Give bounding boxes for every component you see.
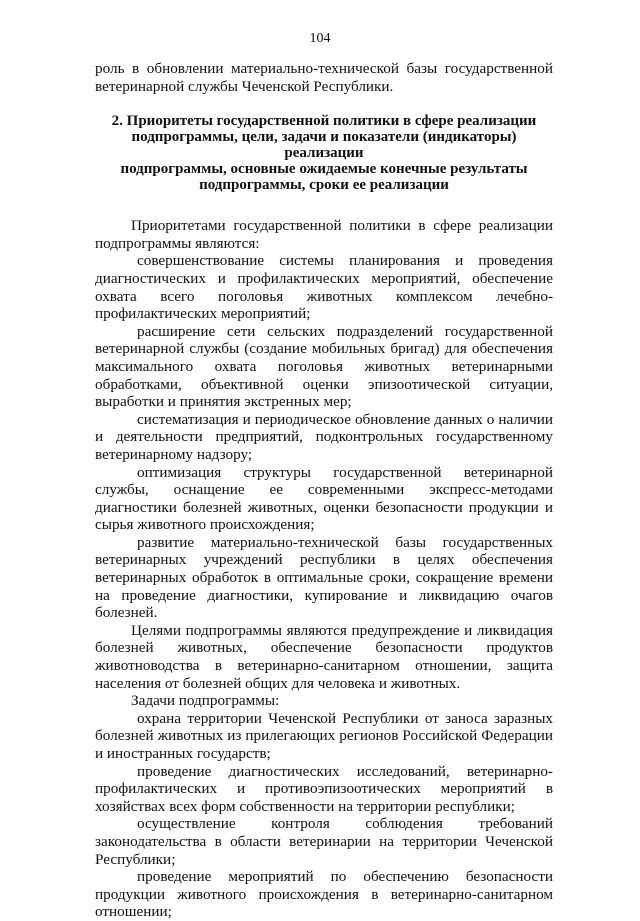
task-item: проведение диагностических исследований, ветеринарно-профилактических и противоэпизоотических мероприятий в хозяйствах всех форм собственности на территории республики; <box>95 762 553 815</box>
goals-paragraph: Целями подпрограммы являются предупреждение и ликвидация болезней животных, обеспечение безопасности продуктов животноводства в ветеринарно-санитарном отношении, защита населения от болезней общих для человека и животных. <box>95 621 553 692</box>
section-heading-line: 2. Приоритеты государственной политики в сфере реализации <box>111 113 537 130</box>
page-number: 104 <box>309 31 331 46</box>
priority-item: развитие материально-технической базы государственных ветеринарных учреждений республики в целях обеспечения ветеринарных обработок в оптимальные сроки, сокращение времени на проведение диагностики, купирование и ликвидацию очагов болезней. <box>95 533 553 622</box>
task-item: проведение мероприятий по обеспечению безопасности продукции животного происхождения в ветеринарно-санитарном отношении; <box>95 868 553 921</box>
section-heading-line: подпрограммы, основные ожидаемые конечные результаты <box>120 161 528 178</box>
tasks-intro: Задачи подпрограммы: <box>131 692 280 710</box>
priority-item: расширение сети сельских подразделений государственной ветеринарной службы (создание мобильных бригад) для обеспечения максимального охвата поголовья животных ветеринарными обработками, объективной оценки эпизоотической ситуации, выработки и принятия экстренных мер; <box>95 322 553 411</box>
priority-item: совершенствование системы планирования и проведения диагностических и профилактических мероприятий, обеспечение охвата всего поголовья животных комплексом лечебно-профилактических мероприятий; <box>95 252 553 323</box>
section-heading-line: подпрограммы, сроки ее реализации <box>199 177 449 194</box>
priority-item: систематизация и периодическое обновление данных о наличии и деятельности предприятий, подконтрольных государственному ветеринарному надзору; <box>95 410 553 463</box>
priorities-intro: Приоритетами государственной политики в сфере реализации подпрограммы являются: <box>95 217 553 252</box>
task-item: охрана территории Чеченской Республики от заноса заразных болезней животных из прилегающих регионов Российской Федерации и иностранных государств; <box>95 709 553 762</box>
section-heading-line: подпрограммы, цели, задачи и показатели (индикаторы) реализации <box>131 129 517 162</box>
task-item: осуществление контроля соблюдения требований законодательства в области ветеринарии на территории Чеченской Республики; <box>95 815 553 868</box>
priority-item: оптимизация структуры государственной ветеринарной службы, оснащение ее современными экспресс-методами диагностики болезней животных, оценки безопасности продукции и сырья животного происхождения; <box>95 463 553 534</box>
section-heading <box>95 113 553 193</box>
intro-paragraph: роль в обновлении материально-технической базы государственной ветеринарной службы Чеченской Республики. <box>95 60 553 95</box>
page-content <box>95 60 553 921</box>
